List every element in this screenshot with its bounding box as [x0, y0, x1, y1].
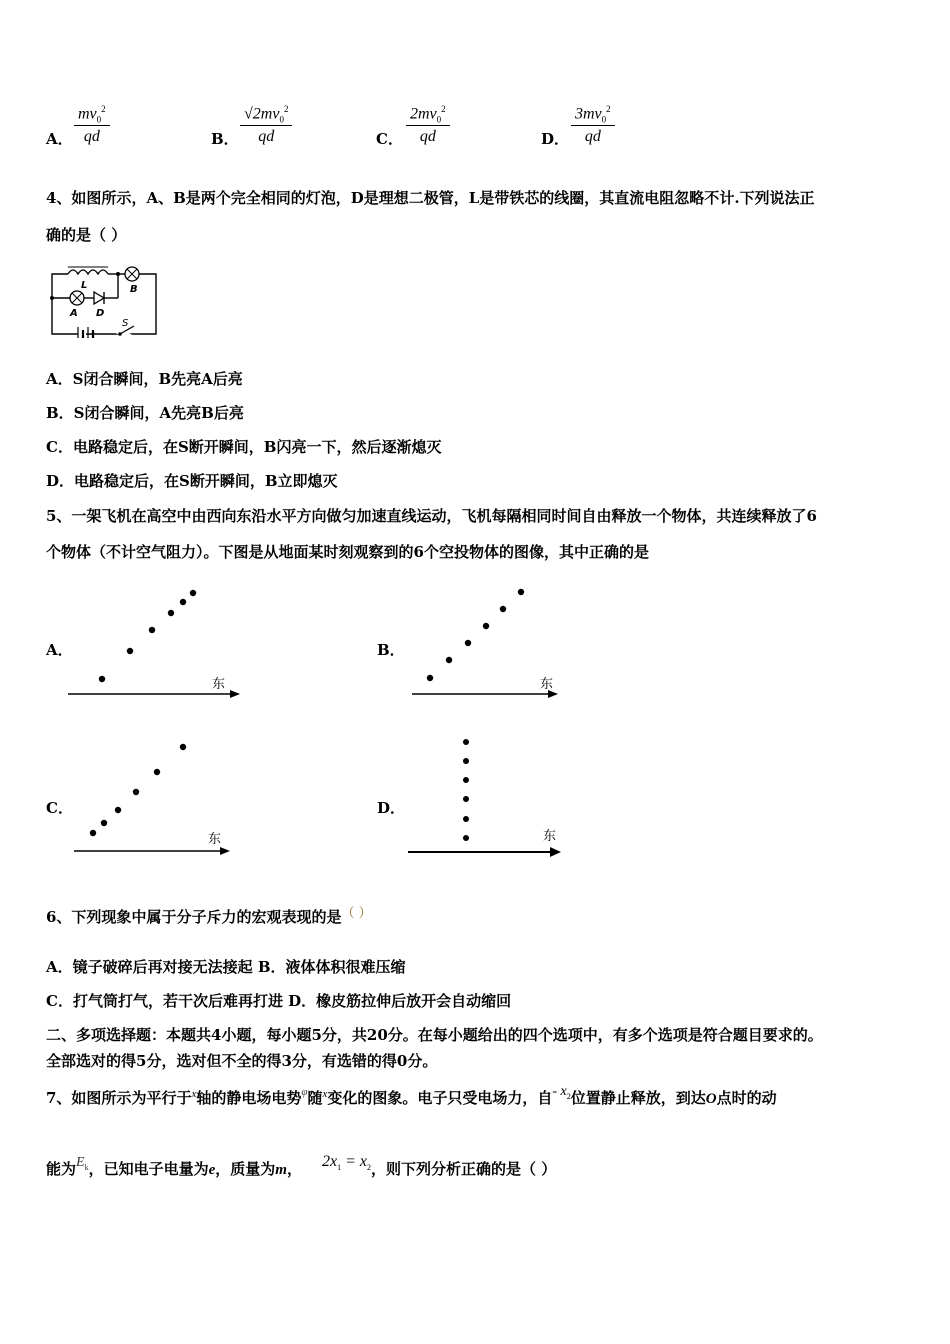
q4-option-a: A．S闭合瞬间，B先亮A后亮 [46, 370, 243, 388]
dot [99, 676, 105, 682]
q5-b-east-label: 东 [540, 677, 554, 692]
q4-option-d: D．电路稳定后，在S断开瞬间，B立即熄灭 [46, 472, 338, 490]
dot [483, 623, 489, 629]
dot [463, 777, 469, 783]
q5-d-east-label: 东 [543, 829, 557, 844]
q3-option-d-label: D． [541, 130, 570, 148]
dot [168, 610, 174, 616]
q5-stem-line2: 个物体（不计空气阻力）。下图是从地面某时刻观察到的6个空投物体的图像，其中正确的是 [46, 543, 649, 561]
q5-figure-a [60, 580, 250, 705]
q5-option-a-label: A． [46, 641, 73, 659]
q5-option-c-label: C． [46, 799, 73, 817]
q3-option-d-fraction: $\frac{3mv_0^2}{qd}$ [571, 104, 615, 146]
q4-label-a: A [70, 308, 78, 319]
q3-option-a-label: A． [46, 130, 73, 148]
q5-figure-b [400, 580, 570, 705]
q4-circuit-diagram [46, 262, 166, 338]
q7-stem-line1: 7、如图所示为平行于$^x$轴的静电场电势$^\varphi$随$^x$变化的图象。电子只受电场力，自- $x_2$位置静止释放，到达O点时的动 [46, 1084, 777, 1107]
section2-line1: 二、多项选择题：本题共4小题，每小题5分，共20分。在每小题给出的四个选项中，有多个选项是符合题目要求的。 [46, 1026, 823, 1044]
q7-stem-line2: 能为$E_k$，已知电子电量为e，质量为m， $2x_1 = x_2$，则下列分析正确的是（ ） [46, 1153, 557, 1178]
dot [446, 657, 452, 663]
q6-answer-bracket: （ ） [341, 906, 372, 921]
dot [463, 796, 469, 802]
q4-label-s: S [122, 318, 129, 329]
q3-option-b-fraction: $\frac{√2mv_0^2}{qd}$ [240, 104, 292, 146]
q3-option-c-label: C． [376, 130, 403, 148]
dot [463, 835, 469, 841]
q4-stem-line1: 4、如图所示，A、B是两个完全相同的灯泡，D是理想二极管，L是带铁芯的线圈，其直流电阻忽略不计.下列说法正 [46, 189, 815, 207]
dot [190, 590, 196, 596]
q3-option-b-label: B． [211, 130, 239, 148]
dot [465, 640, 471, 646]
q3-option-c-fraction: $\frac{2mv_0^2}{qd}$ [406, 104, 450, 146]
q4-stem-line2: 确的是（ ） [46, 226, 127, 244]
dot [180, 599, 186, 605]
q5-figure-c [60, 735, 250, 860]
dot [463, 758, 469, 764]
q5-option-b-label: B． [377, 641, 405, 659]
q5-figure-d [400, 730, 570, 860]
q4-label-b: B [130, 284, 138, 295]
dot [463, 816, 469, 822]
q5-stem-line1: 5、一架飞机在高空中由西向东沿水平方向做匀加速直线运动，飞机每隔相同时间自由释放一个物体，共连续释放了6 [46, 507, 817, 525]
dot [463, 739, 469, 745]
dot [427, 675, 433, 681]
dot [149, 627, 155, 633]
q4-label-d: D [96, 308, 105, 319]
dot [180, 744, 186, 750]
dot [154, 769, 160, 775]
section2-line2: 全部选对的得5分，选对但不全的得3分，有选错的得0分。 [46, 1052, 438, 1070]
q4-option-c: C．电路稳定后，在S断开瞬间，B闪亮一下，然后逐渐熄灭 [46, 438, 442, 456]
q6-options-line1: A．镜子破碎后再对接无法接起 B．液体体积很难压缩 [46, 958, 406, 976]
dot [518, 589, 524, 595]
q6-stem-text: 6、下列现象中属于分子斥力的宏观表现的是 [46, 908, 342, 926]
dot [101, 820, 107, 826]
q6-options-line2: C．打气筒打气，若干次后难再打进 D．橡皮筋拉伸后放开会自动缩回 [46, 992, 512, 1010]
q4-label-l: L [81, 280, 88, 291]
dot [133, 789, 139, 795]
dot [500, 606, 506, 612]
q4-option-b: B．S闭合瞬间，A先亮B后亮 [46, 404, 244, 422]
q5-c-east-label: 东 [208, 832, 222, 847]
dot [90, 830, 96, 836]
dot [115, 807, 121, 813]
q6-stem [46, 906, 372, 927]
q5-a-east-label: 东 [212, 677, 226, 692]
q5-option-d-label: D． [377, 799, 406, 817]
q3-option-a-fraction: $\frac{mv_0^2}{qd}$ [74, 104, 110, 146]
dot [127, 648, 133, 654]
